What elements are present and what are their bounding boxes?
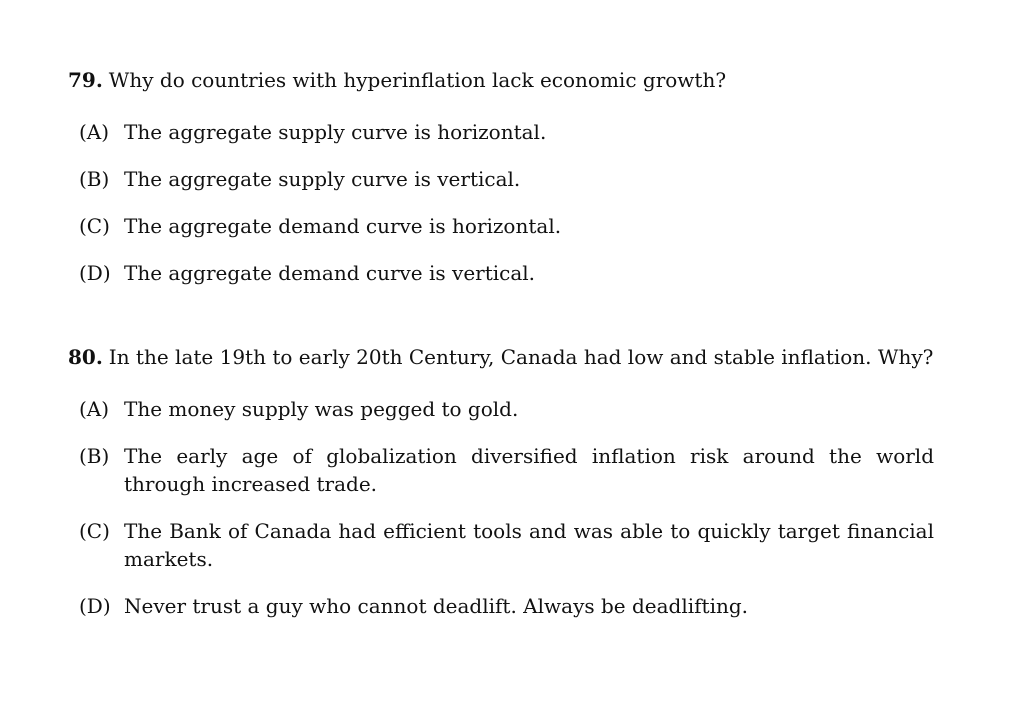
option-letter: (B) [79, 167, 110, 191]
answer-option-d [68, 259, 934, 287]
option-letter: (D) [79, 594, 111, 618]
option-text: The money supply was pegged to gold. [124, 397, 519, 421]
option-letter: (B) [79, 444, 110, 468]
answer-options [68, 395, 934, 620]
question-79 [68, 66, 934, 287]
question-text: Why do countries with hyperinflation lack economic growth? [108, 68, 727, 92]
option-letter: (C) [79, 214, 110, 238]
answer-option-b [68, 165, 934, 193]
option-letter: (C) [79, 519, 110, 543]
answer-options [68, 118, 934, 287]
option-text: The aggregate demand curve is vertical. [124, 261, 536, 285]
option-text: The aggregate supply curve is horizontal. [124, 120, 547, 144]
question-text: In the late 19th to early 20th Century, Canada had low and stable inflation. Why? [108, 345, 934, 369]
answer-option-b [68, 442, 934, 498]
option-letter: (A) [79, 120, 110, 144]
option-letter: (A) [79, 397, 110, 421]
answer-option-d [68, 592, 934, 620]
option-text: The Bank of Canada had efficient tools and was able to quickly target financial markets. [124, 519, 934, 571]
option-text: The aggregate demand curve is horizontal. [124, 214, 562, 238]
answer-option-c [68, 212, 934, 240]
answer-option-a [68, 118, 934, 146]
question-80 [68, 343, 934, 620]
question-number: 80. [68, 345, 103, 369]
option-text: The aggregate supply curve is vertical. [124, 167, 521, 191]
option-text: Never trust a guy who cannot deadlift. Always be deadlifting. [124, 594, 749, 618]
question-stem [68, 66, 934, 94]
option-text: The early age of globalization diversified inflation risk around the world through increased trade. [124, 444, 934, 496]
answer-option-a [68, 395, 934, 423]
answer-option-c [68, 517, 934, 573]
question-stem [68, 343, 934, 371]
option-letter: (D) [79, 261, 111, 285]
question-number: 79. [68, 68, 103, 92]
